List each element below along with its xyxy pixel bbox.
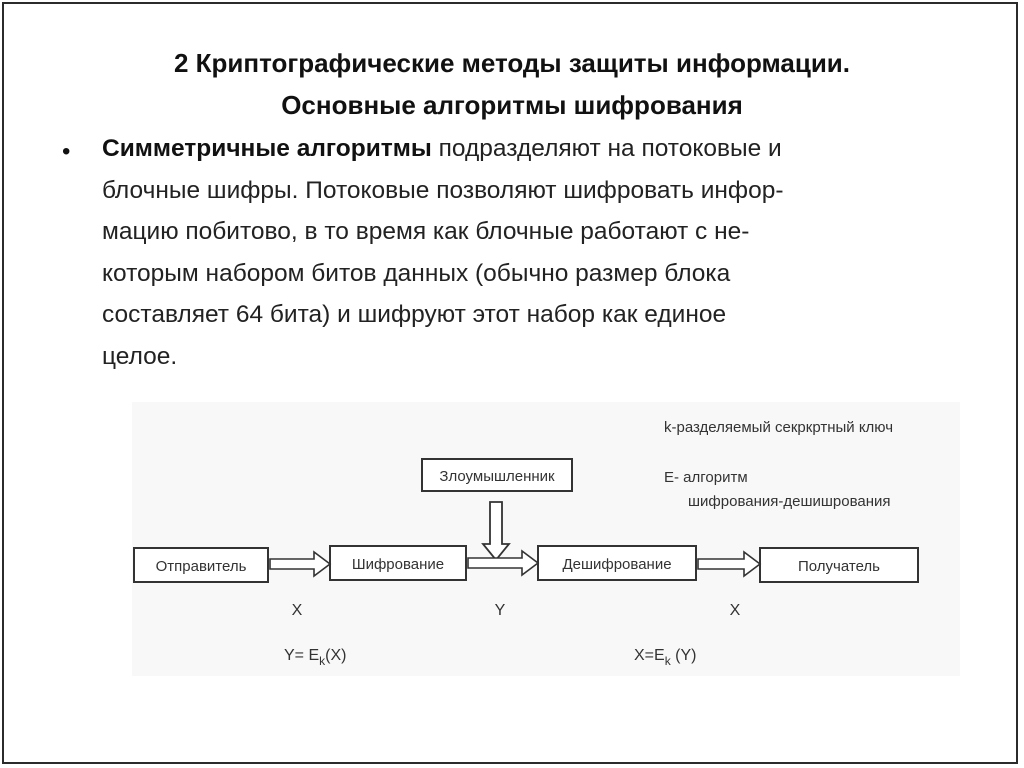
- slide-title: [4, 42, 1020, 126]
- bullet-line-4: которым набором битов данных (обычно размер блока: [102, 259, 731, 287]
- bullet-line-1: [102, 128, 962, 170]
- formula-encryption-sub: k: [319, 654, 326, 668]
- legend-algorithm-2: шифрования-дешишрования: [688, 493, 891, 510]
- label-plaintext-x: X: [291, 602, 303, 619]
- label-ciphertext-y: Y: [494, 602, 506, 619]
- title-line-1: 2 Криптографические методы защиты информации.: [173, 48, 851, 78]
- bullet-line-5: составляет 64 бита) и шифруют этот набор как единое: [102, 301, 727, 328]
- formula-decryption-arg: (Y): [670, 647, 697, 664]
- encryption-diagram: [132, 402, 960, 676]
- bullet-marker: •: [62, 138, 71, 165]
- decryption-label: Дешифрование: [562, 556, 672, 573]
- bullet-line-3: мацию побитово, в то время как блочные работают с не-: [102, 218, 750, 245]
- slide: [2, 2, 1018, 764]
- bullet-line-6: целое.: [102, 342, 178, 370]
- formula-encryption-main: Y= E: [284, 647, 320, 664]
- arrow-encryption-to-decryption: [468, 551, 538, 575]
- arrow-decryption-to-receiver: [698, 552, 760, 576]
- bullet-line-1-rest: подразделяют на потоковые и: [431, 135, 782, 162]
- receiver-label: Получатель: [798, 558, 880, 575]
- title-line-2: Основные алгоритмы шифрования: [281, 90, 743, 120]
- formula-decryption-main: X=E: [634, 647, 665, 664]
- formula-encryption-arg: (X): [325, 647, 347, 664]
- label-plaintext-x-recovered: X: [729, 602, 741, 619]
- bullet-paragraph: [102, 128, 962, 377]
- sender-label: Отправитель: [155, 558, 247, 575]
- sender-box: [134, 548, 268, 582]
- legend-algorithm-1: E- алгоритм: [664, 469, 748, 486]
- arrow-sender-to-encryption: [270, 552, 330, 576]
- receiver-box: [760, 548, 918, 582]
- formula-decryption-sub: k: [664, 654, 671, 668]
- diagram-canvas: [132, 402, 960, 676]
- decryption-box: [538, 546, 696, 580]
- formula-decryption: [634, 647, 696, 668]
- intercept-arrow: [483, 502, 509, 560]
- encryption-box: [330, 546, 466, 580]
- bullet-line-2: блочные шифры. Потоковые позволяют шифровать инфор-: [102, 176, 784, 204]
- attacker-box: [422, 459, 572, 491]
- legend-key: k-разделяемый секркртный ключ: [664, 419, 894, 436]
- bullet-bold-term: Симметричные алгоритмы: [102, 135, 432, 162]
- attacker-label: Злоумышленник: [439, 468, 555, 485]
- formula-encryption: [284, 647, 346, 668]
- encryption-label: Шифрование: [351, 556, 445, 573]
